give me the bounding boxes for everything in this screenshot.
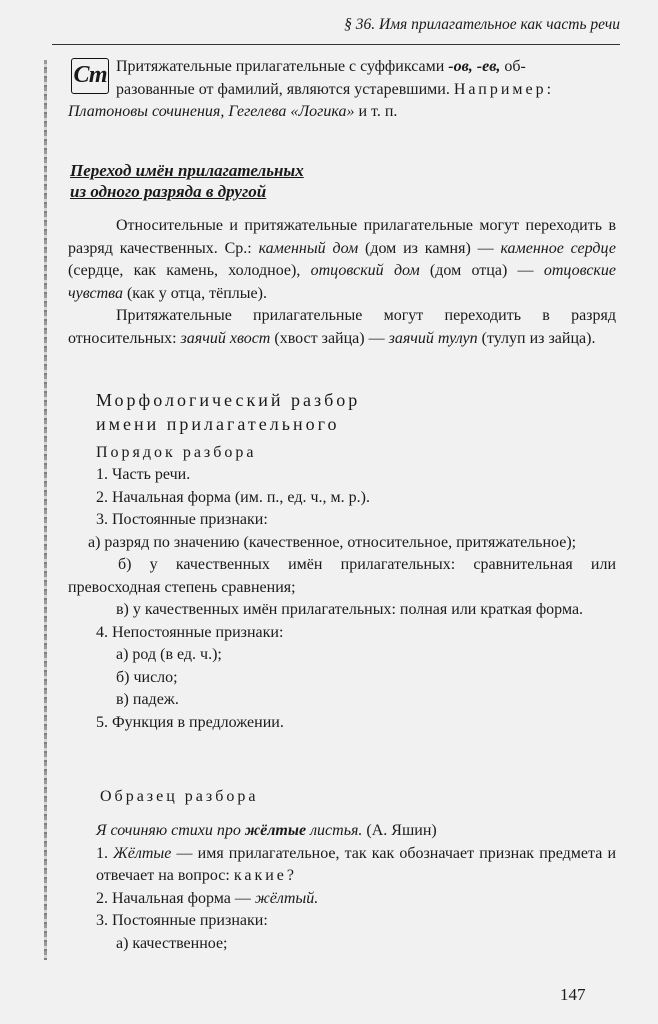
sample-heading: Образец разбора — [100, 788, 259, 805]
list-item: 1. Часть речи. — [96, 466, 191, 483]
list-item: 2. Начальная форма (им. п., ед. ч., м. р.). — [96, 488, 370, 506]
order-heading: Порядок разбора — [96, 444, 257, 461]
list-item: б) у качественных имён прилагательных: сравнительная или превосходная степень сравнения; — [68, 556, 616, 596]
list-item: б) число; — [116, 668, 178, 686]
style-note-badge: Ст — [71, 58, 109, 94]
paragraph-transition-2: Притяжательные прилагательные могут переходить в разряд относительных: заячий хвост (хвост зайца) — заячий тулуп (тулуп из зайца). — [68, 307, 616, 347]
analysis-order-list — [68, 464, 616, 734]
list-item: в) падеж. — [116, 691, 179, 708]
page-number: 147 — [560, 985, 586, 1004]
list-item: 4. Непостоянные признаки: — [96, 623, 284, 641]
list-item: а) род (в ед. ч.); — [116, 646, 222, 663]
list-item: 5. Функция в предложении. — [96, 713, 284, 731]
style-note-example: Платоновы сочинения, Гегелева «Логика» и т. п. — [68, 103, 398, 120]
sample-step-3: 3. Постоянные признаки: — [96, 912, 268, 929]
section-heading-morph: Морфологический разбор имени прилагательного — [96, 390, 361, 434]
section-heading-transition: Переход имён прилагательных из одного разряда в другой — [70, 161, 304, 201]
paragraph-transition-1: Относительные и притяжательные прилагательные могут переходить в разряд качественных. Ср.: каменный дом (дом из камня) — каменное сердце (сердце, как камень, холодное), отцовский дом (дом отца) — отцовские чувства (как у отца, тёплые). — [68, 217, 617, 302]
sample-analysis — [96, 820, 616, 955]
style-note: Притяжательные прилагательные с суффиксами -ов, -ев, об- разованные от фамилий, являются устаревшими. Например: — [116, 58, 555, 98]
running-header: § 36. Имя прилагательное как часть речи — [344, 16, 620, 33]
sample-step-2: 2. Начальная форма — жёлтый. — [96, 889, 319, 907]
page-spine — [44, 60, 47, 960]
list-item: 3. Постоянные признаки: — [96, 511, 268, 528]
header-rule — [52, 44, 620, 45]
list-item: а) разряд по значению (качественное, относительное, притяжательное); — [88, 533, 577, 551]
sample-step-1: 1. Жёлтые — имя прилагательное, так как обозначает признак предмета и отвечает на вопрос: какие? — [96, 844, 617, 884]
list-item: в) у качественных имён прилагательных: полная или краткая форма. — [116, 601, 584, 618]
sample-sentence: Я сочиняю стихи про жёлтые листья. (А. Яшин) — [96, 822, 437, 839]
sample-step-3a: а) качественное; — [116, 934, 228, 952]
